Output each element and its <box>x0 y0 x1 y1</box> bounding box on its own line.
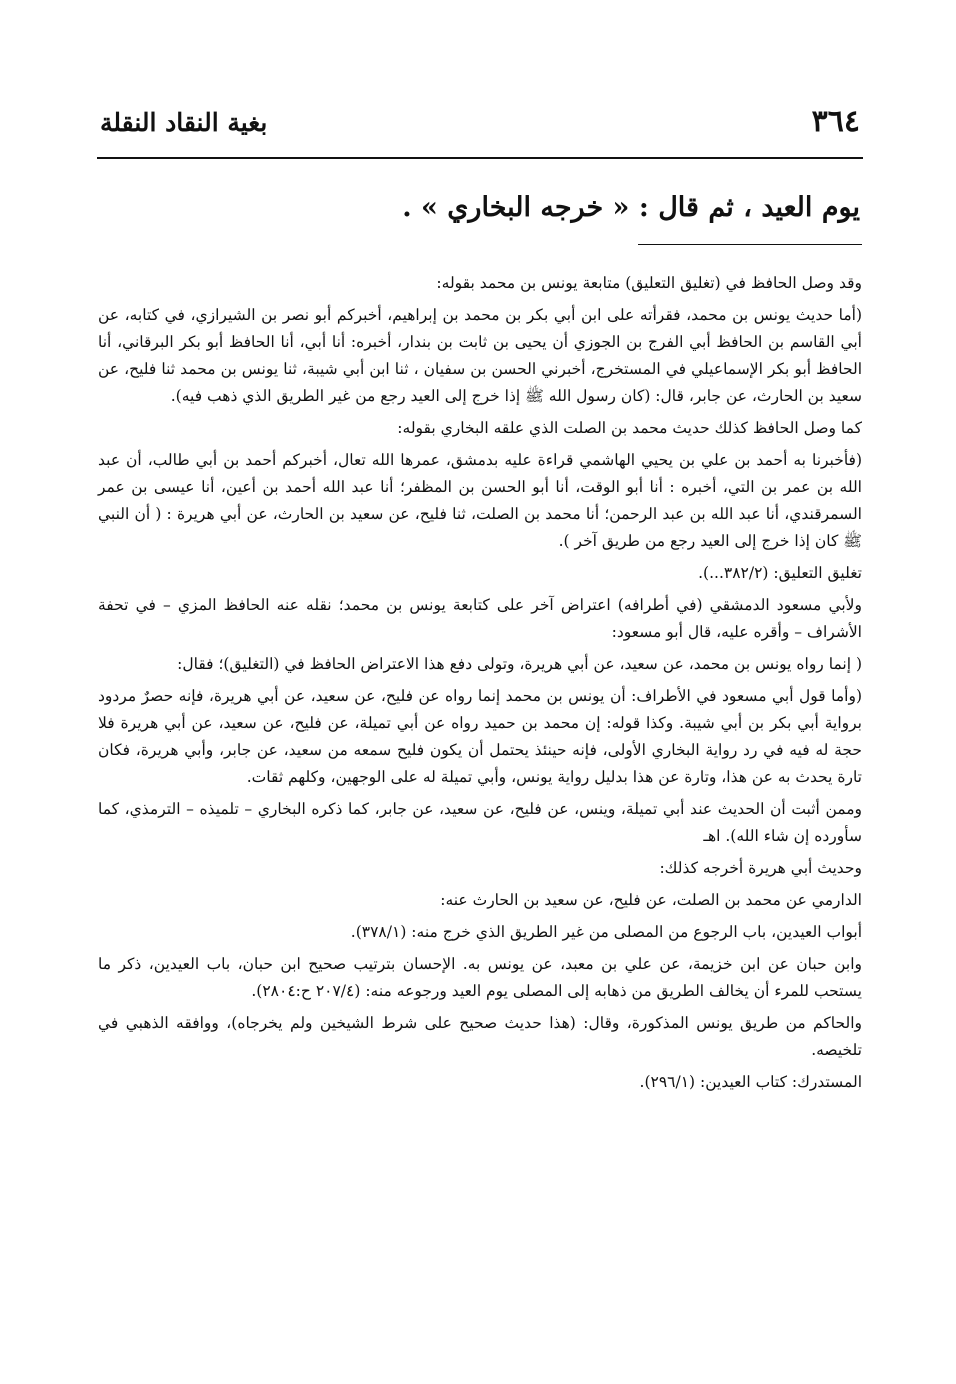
header-divider <box>97 157 863 159</box>
footnote-paragraph: وابن حبان عن ابن خزيمة، عن علي بن معبد، عن يونس به. الإحسان بترتيب صحيح ابن حبان، باب العيدين، ذكر ما يستحب للمرء أن يخالف الطريق من ذهابه إلى المصلى يوم العيد ورجوعه منه: (٢٠٧/٤ ح:٢٨٠٤). <box>98 955 862 1000</box>
page-header <box>100 104 860 139</box>
footnote-paragraph: وممن أثبت أن الحديث عند أبي تميلة، وينس، عن فليح، عن سعيد، عن جابر، كما ذكره البخاري – تلميذه – الترمذي، كما سأورده إن شاء الله). اهـ <box>98 800 862 845</box>
footnote-paragraph: (فأخبرنا به أحمد بن علي بن يحيي الهاشمي قراءة عليه بدمشق، عمرها الله تعال، أخبركم أحمد بن أبي طالب، أن عبد الله بن عمر بن التي، أخبره : أنا أبو الوقت، أنا أبو الحسن بن المظفر؛ أنا عبد الله أحمد بن أعين، أنا عيسى بن عمر السمرقندي، أنا عبد الله بن عبد الرحمن؛ أنا محمد بن الصلت، ثنا فليح، عن سعيد بن الحارث، عن أبي هريرة : ( أن النبي ﷺ كان إذا خرج إلى العيد رجع من طريق آخر ). <box>98 451 862 550</box>
footnote-paragraph: المستدرك: كتاب العيدين: (٢٩٦/١). <box>639 1073 862 1091</box>
main-text-line: يوم العيد ، ثم قال : « خرجه البخاري » . <box>402 192 860 223</box>
footnote-paragraph: ولأبي مسعود الدمشقي (في أطرافه) اعتراض آخر على كتابعة يونس بن محمد؛ نقله عنه الحافظ المزي – في تحفة الأشراف – وأقره عليه، قال أبو مسعود: <box>98 596 862 641</box>
footnote-paragraph: أبواب العيدين، باب الرجوع من المصلى من غير الطريق الذي خرج منه: (٣٧٨/١). <box>350 923 862 941</box>
footnote-paragraph: (وأما قول أبي مسعود في الأطراف: أن يونس بن محمد إنما رواه عن فليح، عن سعيد، عن أبي هريرة، فإنه حصرٌ مردود برواية أبي بكر بن أبي شيبة. وكذا قوله: إن محمد بن حميد رواه عن أبي تميلة، عن فليح، عن سعيد، عن أبي هريرة فلا حجة له فيه في رد رواية البخاري الأولى، فإنه حينئذ يحتمل أن يكون فليح سمعه من سعيد، عن جابر، وأبي هريرة، فكان تارة يحدث به عن هذا، وتارة عن هذا بدليل رواية يونس، وأبي تميلة له على الوجهين، وكلهم ثقات. <box>98 687 862 786</box>
footnote-paragraph: كما وصل الحافظ كذلك حديث محمد بن الصلت الذي علقه البخاري بقوله: <box>397 419 862 437</box>
footnote-paragraph: تغليق التعليق: (٣٨٢/٢...). <box>698 564 862 582</box>
footnote-divider <box>638 244 862 245</box>
footnote-block <box>98 270 862 1101</box>
page-number: ٣٦٤ <box>811 104 860 139</box>
footnote-paragraph: (أما حديث يونس بن محمد، فقرأته على ابن أبي بكر بن محمد بن إبراهيم، أخبركم أبو نصر بن الشيرازي، في كتابه، عن أبي القاسم بن الحافظ أبي الفرج بن الجوزي أن يحيى بن ثابت بن بندار، أخبره: أنا أبي، أنا الحافظ أبو بكر البرقاني، أنا الحافظ أبو بكر الإسماعيلي في المستخرج، أخبرني الحسن بن سفيان ، ثنا ابن أبي شيبة، ثنا يونس بن محمد ثنا فليح، عن سعيد بن الحارث، عن جابر، قال: (كان رسول الله ﷺ إذا خرج إلى العيد رجع من غير الطريق الذي ذهب فيه). <box>98 306 862 405</box>
footnote-paragraph: والحاكم من طريق يونس المذكورة، وقال: (هذا حديث صحيح على شرط الشيخين ولم يخرجاه)، ووافقه الذهبي في تلخيصه. <box>98 1014 862 1059</box>
footnote-paragraph: ( إنما رواه يونس بن محمد، عن سعيد، عن أبي هريرة، وتولى دفع هذا الاعتراض الحافظ في (التغليق)؛ فقال: <box>177 655 862 673</box>
footnote-paragraph: وحديث أبي هريرة أخرجه كذلك: <box>659 859 862 877</box>
footnote-paragraph: الدارمي عن محمد بن الصلت، عن فليح، عن سعيد بن الحارث عنه: <box>440 891 862 909</box>
book-title: بغية النقاد النقلة <box>100 108 268 137</box>
footnote-paragraph: وقد وصل الحافظ في (تغليق التعليق) متابعة يونس بن محمد بقوله: <box>436 274 862 292</box>
